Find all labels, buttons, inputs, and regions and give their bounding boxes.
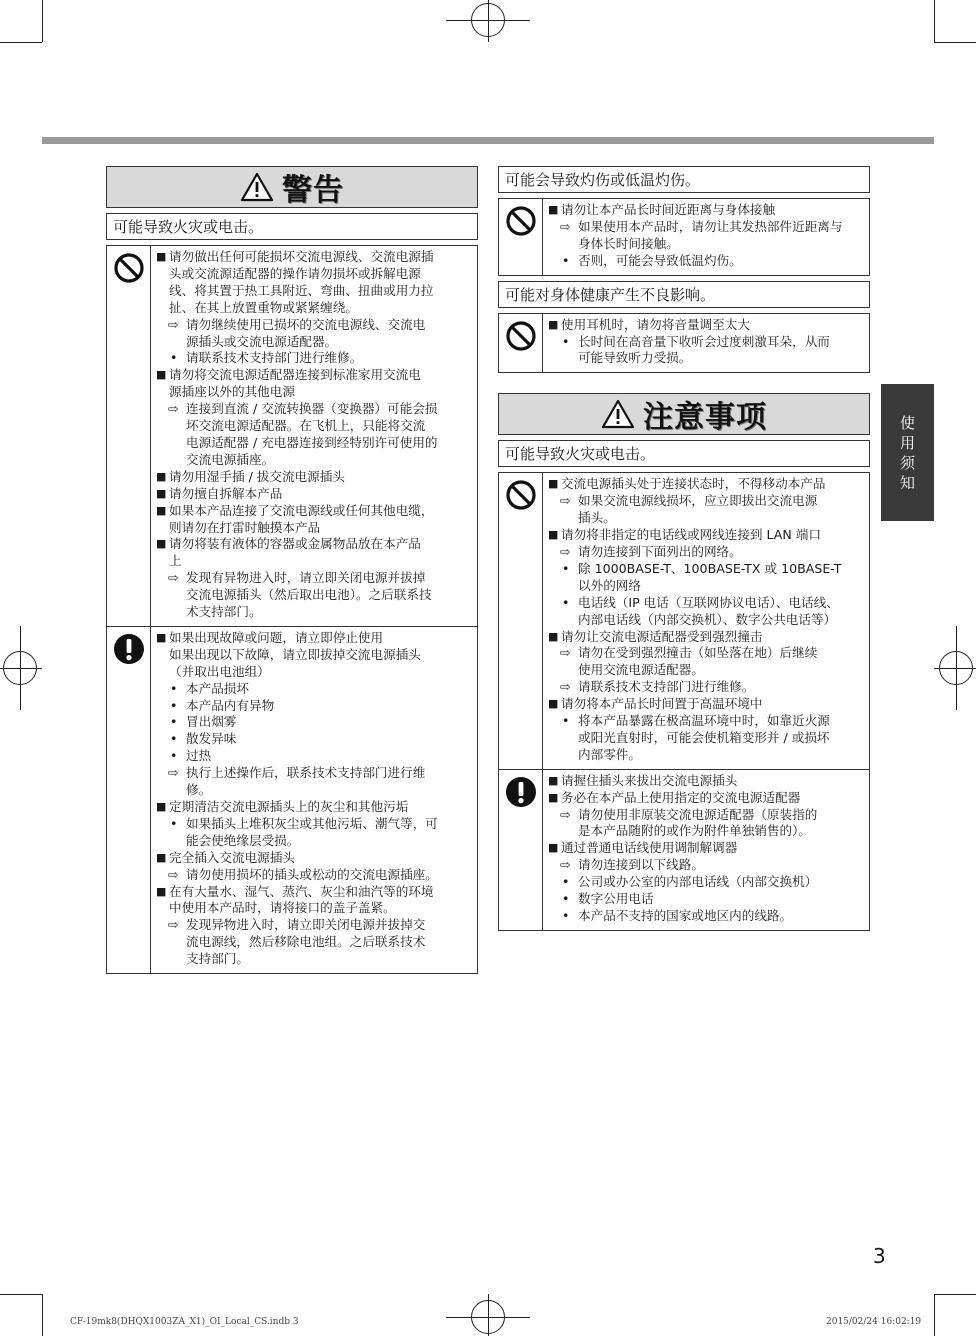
top-rule [42, 137, 934, 144]
arrow-bullet-icon: ⇨ [560, 543, 571, 559]
square-bullet-icon: ■ [548, 773, 559, 787]
list-item-text: 如果出现故障或问题，请立即停止使用 [169, 629, 384, 645]
crop-mark [0, 42, 42, 43]
square-bullet-icon: ■ [156, 486, 167, 500]
list-item [156, 570, 473, 587]
list-item-text: 定期清洁交流电源插头上的灰尘和其他污垢 [169, 799, 409, 814]
block-content [543, 199, 869, 275]
square-bullet-icon: ■ [548, 317, 559, 331]
section-tab-char: 知 [899, 473, 915, 492]
list-item-text: 使用交流电源适配器。 [578, 662, 704, 678]
list-item [156, 799, 473, 816]
mandatory-icon [113, 633, 145, 665]
list-item [548, 578, 865, 595]
list-item-text: 长时间在高音量下收听会过度刺激耳朵，从而 [578, 333, 830, 349]
dot-bullet-icon: • [562, 333, 570, 349]
list-item [156, 266, 473, 283]
list-item [548, 773, 865, 790]
registration-mark [956, 626, 957, 710]
list-item-text: 请勿将装有液体的容器或金属物品放在本产品 [169, 536, 421, 552]
list-item [156, 816, 473, 833]
dot-bullet-icon: • [170, 714, 178, 730]
list-item-text: 如果使用本产品时，请勿让其发热部件近距离与 [578, 218, 843, 234]
list-item-text: 连接到直流 / 交流转换器（变换器）可能会损 [186, 401, 438, 417]
footer-file-info: CF-19mk8(DHQX1003ZA_X1)_OI_Local_CS.indb 3 [70, 1317, 299, 1327]
list-item-text: 中使用本产品时，请将接口的盖子盖紧。 [169, 900, 396, 916]
square-bullet-icon: ■ [156, 884, 167, 898]
registration-mark [934, 668, 976, 669]
mandatory-icon [505, 776, 537, 808]
list-item-text: 请勿将交流电源适配器连接到标准家用交流电 [169, 367, 421, 383]
dot-bullet-icon: • [170, 748, 178, 764]
list-item-text: 请勿使用损坏的插头或松动的交流电源插座。 [186, 866, 438, 882]
crop-mark [42, 1294, 43, 1336]
list-item [156, 681, 473, 698]
list-item-text: 请联系技术支持部门进行维修。 [578, 679, 755, 695]
square-bullet-icon: ■ [548, 629, 559, 643]
warning-column [106, 166, 478, 974]
caution-triangle-icon [240, 172, 274, 202]
list-item-text: 请握住插头来拔出交流电源插头 [561, 772, 738, 788]
list-item-text: 务必在本产品上使用指定的交流电源适配器 [561, 789, 801, 805]
list-item [548, 334, 865, 351]
list-item-text: 是本产品随附的或作为附件单独销售的）。 [578, 823, 811, 839]
caution-triangle-icon [601, 399, 635, 429]
list-item-text: 请勿使用非原装交流电源适配器（原装指的 [578, 806, 818, 822]
page-number: 3 [873, 1244, 886, 1268]
warning-title: 警告 [282, 173, 344, 208]
list-item-text: 身体长时间接触。 [578, 235, 679, 251]
list-item [156, 664, 473, 681]
registration-mark [0, 668, 42, 669]
list-item-text: 否则，可能会导致低温灼伤。 [578, 252, 742, 268]
list-item-text: 请勿继续使用已损坏的交流电源线、交流电 [186, 316, 426, 332]
square-bullet-icon: ■ [156, 537, 167, 551]
square-bullet-icon: ■ [156, 850, 167, 864]
list-item [548, 510, 865, 527]
list-item [156, 401, 473, 418]
list-item [156, 587, 473, 604]
list-item-text: 头或交流源适配器的操作请勿损坏或拆解电源 [169, 265, 421, 281]
list-item [156, 350, 473, 367]
list-item [548, 857, 865, 874]
list-item [156, 452, 473, 469]
list-item-text: 散发异味 [186, 731, 237, 747]
list-item-text: （并取出电池组） [169, 663, 270, 679]
list-item [548, 874, 865, 891]
prohibition-icon [505, 479, 537, 511]
list-item-text: 线、将其置于热工具附近、弯曲、扭曲或用力拉 [169, 282, 434, 298]
dot-bullet-icon: • [562, 891, 570, 907]
list-item-text: 请勿让交流电源适配器受到强烈撞击 [561, 628, 763, 644]
list-item [548, 476, 865, 493]
list-item [156, 486, 473, 503]
list-item [156, 630, 473, 647]
list-item-text: 发现异物进入时，请立即关闭电源并拔掉交 [186, 917, 426, 933]
list-item [156, 833, 473, 850]
section-tab-char: 须 [899, 453, 915, 472]
list-item [156, 951, 473, 968]
dot-bullet-icon: • [170, 697, 178, 713]
list-item-text: 请勿连接到下面列出的网络。 [578, 543, 742, 559]
arrow-bullet-icon: ⇨ [168, 765, 179, 781]
list-item-text: 请勿做出任何可能损坏交流电源线、交流电源插 [169, 249, 434, 264]
registration-mark [488, 1294, 489, 1336]
warning-title-box [106, 166, 478, 208]
arrow-bullet-icon: ⇨ [560, 645, 571, 661]
list-item-text: 扯、在其上放置重物或紧紧缠绕。 [169, 299, 358, 315]
list-item [156, 867, 473, 884]
dot-bullet-icon: • [562, 560, 570, 576]
list-item-text: 完全插入交流电源插头 [169, 849, 295, 865]
list-item-text: 内部电话线（内部交换机）、数字公共电话等） [578, 611, 837, 627]
list-item-text: 插头。 [578, 510, 616, 526]
list-item [156, 536, 473, 553]
dot-bullet-icon: • [562, 908, 570, 923]
list-item-text: 电源适配器 / 充电器连接到经特别许可使用的 [186, 434, 438, 450]
square-bullet-icon: ■ [156, 250, 167, 263]
list-item-text: 修。 [186, 782, 212, 798]
square-bullet-icon: ■ [548, 203, 559, 216]
list-item-text: 发现有异物进入时，请立即关闭电源并拔掉 [186, 570, 426, 586]
list-item-text: 如果本产品连接了交流电源线或任何其他电缆， [169, 502, 434, 518]
list-item-text: 电话线（IP 电话（互联网协议电话）、电话线、 [578, 594, 839, 610]
dot-bullet-icon: • [170, 815, 178, 831]
caution-title-box [498, 393, 870, 435]
list-item-text: 交流电源插头（然后取出电池）。之后联系技 [186, 587, 432, 603]
block-content [151, 246, 477, 626]
square-bullet-icon: ■ [156, 630, 167, 644]
crop-mark [934, 1294, 976, 1295]
prohibition-block [498, 472, 870, 769]
list-item [156, 283, 473, 300]
list-item-text: 坏交流电源适配器。在飞机上，只能将交流 [186, 418, 426, 434]
list-item-text: 如果交流电源线损坏，应立即拔出交流电源 [578, 493, 818, 509]
square-bullet-icon: ■ [548, 841, 559, 855]
list-item-text: 请勿将非指定的电话线或网线连接到 LAN 端口 [561, 527, 822, 543]
dot-bullet-icon: • [562, 252, 570, 268]
list-item [548, 747, 865, 764]
list-item [156, 731, 473, 748]
footer-timestamp: 2015/02/24 16:02:19 [826, 1317, 922, 1327]
list-item [156, 850, 473, 867]
square-bullet-icon: ■ [548, 528, 559, 542]
list-item [548, 696, 865, 713]
list-item [548, 561, 865, 578]
square-bullet-icon: ■ [156, 469, 167, 483]
list-item [156, 367, 473, 384]
list-item [156, 748, 473, 765]
hazard-health: 可能对身体健康产生不良影响。 [498, 281, 870, 308]
block-content [151, 627, 477, 973]
list-item [156, 934, 473, 951]
list-item-text: 请勿连接到以下线路。 [578, 857, 704, 873]
list-item [548, 236, 865, 253]
list-item [548, 908, 865, 925]
list-item-text: 请联系技术支持部门进行维修。 [186, 350, 363, 366]
block-content [543, 770, 869, 930]
list-item-text: 可能导致听力受损。 [578, 350, 692, 366]
list-item [548, 202, 865, 219]
list-item-text: 以外的网络 [578, 577, 641, 593]
list-item-text: 能会使绝缘层受损。 [186, 832, 300, 848]
square-bullet-icon: ■ [548, 790, 559, 804]
dot-bullet-icon: • [562, 594, 570, 610]
arrow-bullet-icon: ⇨ [168, 570, 179, 586]
list-item [548, 493, 865, 510]
list-item-text: 冒出烟雾 [186, 714, 237, 730]
list-item [156, 647, 473, 664]
square-bullet-icon: ■ [156, 800, 167, 813]
list-item [156, 418, 473, 435]
list-item [548, 840, 865, 857]
square-bullet-icon: ■ [548, 697, 559, 711]
list-item-text: 交流电源插头处于连接状态时，不得移动本产品 [561, 476, 826, 492]
list-item [156, 503, 473, 520]
arrow-bullet-icon: ⇨ [560, 806, 571, 822]
section-tab [881, 384, 934, 521]
arrow-bullet-icon: ⇨ [560, 857, 571, 873]
arrow-bullet-icon: ⇨ [560, 679, 571, 695]
list-item [156, 765, 473, 782]
list-item-text: 如果插头上堆积灰尘或其他污垢、潮气等，可 [186, 815, 438, 831]
crop-mark [0, 1294, 42, 1295]
list-item [156, 884, 473, 901]
list-item-text: 使用耳机时，请勿将音量调至太大 [561, 316, 750, 332]
caution-title: 注意事项 [643, 400, 767, 436]
list-item-text: 上 [169, 553, 182, 569]
list-item-text: 流电源线，然后移除电池组。之后联系技术 [186, 934, 426, 950]
arrow-bullet-icon: ⇨ [168, 866, 179, 882]
crop-mark [934, 0, 935, 42]
mandatory-block [106, 626, 478, 974]
square-bullet-icon: ■ [156, 503, 167, 517]
list-item-text: 请勿擅自拆解本产品 [169, 485, 283, 501]
hazard-fire-shock: 可能导致火灾或电击。 [106, 213, 478, 240]
list-item [156, 300, 473, 317]
list-item [156, 782, 473, 799]
list-item [156, 384, 473, 401]
prohibition-block [498, 313, 870, 374]
list-item [548, 790, 865, 807]
arrow-bullet-icon: ⇨ [168, 917, 179, 933]
list-item-text: 源插座以外的其他电源 [169, 384, 295, 400]
hazard-fire-shock: 可能导致火灾或电击。 [498, 440, 870, 467]
dot-bullet-icon: • [562, 874, 570, 890]
list-item-text: 公司或办公室的内部电话线（内部交换机） [578, 874, 818, 890]
prohibition-icon [505, 320, 537, 352]
list-item-text: 本产品内有异物 [186, 697, 275, 713]
list-item [548, 629, 865, 646]
arrow-bullet-icon: ⇨ [560, 218, 571, 234]
registration-mark [488, 0, 489, 42]
list-item-text: 过热 [186, 748, 212, 764]
list-item-text: 在有大量水、湿气、蒸汽、灰尘和油汽等的环境 [169, 883, 434, 899]
registration-mark [20, 626, 21, 710]
list-item-text: 术支持部门。 [186, 604, 262, 620]
prohibition-block [106, 245, 478, 627]
list-item-text: 请勿用湿手插 / 拔交流电源插头 [169, 468, 345, 484]
list-item [156, 553, 473, 570]
list-item-text: 交流电源插座。 [186, 451, 275, 467]
list-item-text: 本产品不支持的国家或地区内的线路。 [578, 908, 793, 923]
list-item-text: 内部零件。 [578, 746, 641, 762]
list-item [156, 900, 473, 917]
block-content [543, 473, 869, 768]
arrow-bullet-icon: ⇨ [560, 493, 571, 509]
prohibition-block [498, 198, 870, 276]
list-item-text: 请勿在受到强烈撞击（如坠落在地）后继续 [578, 645, 818, 661]
list-item [156, 435, 473, 452]
list-item-text: 本产品损坏 [186, 680, 249, 696]
prohibition-icon [113, 252, 145, 284]
list-item [156, 249, 473, 266]
list-item [548, 317, 865, 334]
list-item [548, 595, 865, 612]
list-item [548, 823, 865, 840]
list-item [156, 604, 473, 621]
list-item-text: 数字公用电话 [578, 891, 654, 907]
list-item [156, 520, 473, 537]
list-item [548, 219, 865, 236]
list-item [156, 714, 473, 731]
list-item [548, 527, 865, 544]
list-item [548, 679, 865, 696]
list-item-text: 将本产品暴露在极高温环境中时，如靠近火源 [578, 713, 830, 729]
list-item-text: 执行上述操作后，联系技术支持部门进行维 [186, 765, 426, 781]
square-bullet-icon: ■ [156, 368, 167, 382]
list-item-text: 如果出现以下故障，请立即拔掉交流电源插头 [169, 646, 421, 662]
list-item [156, 469, 473, 486]
list-item [156, 334, 473, 351]
list-item [156, 317, 473, 334]
list-item-text: 源插头或交流电源适配器。 [186, 333, 338, 349]
arrow-bullet-icon: ⇨ [168, 316, 179, 332]
right-column [498, 166, 870, 931]
list-item [548, 350, 865, 367]
list-item-text: 请勿将本产品长时间置于高温环境中 [561, 696, 763, 712]
dot-bullet-icon: • [170, 680, 178, 696]
mandatory-block [498, 769, 870, 931]
list-item-text: 或阳光直射时，可能会使机箱变形并 / 或损坏 [578, 729, 830, 745]
block-content [543, 314, 869, 373]
list-item [548, 891, 865, 908]
crop-mark [42, 0, 43, 42]
dot-bullet-icon: • [170, 731, 178, 747]
list-item [548, 612, 865, 629]
arrow-bullet-icon: ⇨ [168, 401, 179, 417]
list-item-text: 则请勿在打雷时触摸本产品 [169, 519, 321, 535]
list-item-text: 除 1000BASE-T、100BASE-TX 或 10BASE-T [578, 560, 842, 576]
list-item [548, 645, 865, 662]
list-item [548, 730, 865, 747]
dot-bullet-icon: • [562, 713, 570, 729]
list-item-text: 支持部门。 [186, 951, 249, 967]
hazard-burn: 可能会导致灼伤或低温灼伤。 [498, 166, 870, 193]
list-item [548, 253, 865, 270]
section-tab-char: 用 [899, 433, 915, 452]
list-item [156, 917, 473, 934]
square-bullet-icon: ■ [548, 477, 559, 491]
crop-mark [934, 42, 976, 43]
list-item-text: 通过普通电话线使用调制解调器 [561, 840, 738, 856]
list-item [548, 713, 865, 730]
list-item [548, 662, 865, 679]
section-tab-char: 使 [899, 413, 915, 432]
list-item [156, 698, 473, 715]
list-item-text: 请勿让本产品长时间近距离与身体接触 [561, 202, 776, 217]
list-item [548, 807, 865, 824]
prohibition-icon [505, 205, 537, 237]
list-item [548, 544, 865, 561]
dot-bullet-icon: • [170, 350, 178, 366]
crop-mark [934, 1294, 935, 1336]
